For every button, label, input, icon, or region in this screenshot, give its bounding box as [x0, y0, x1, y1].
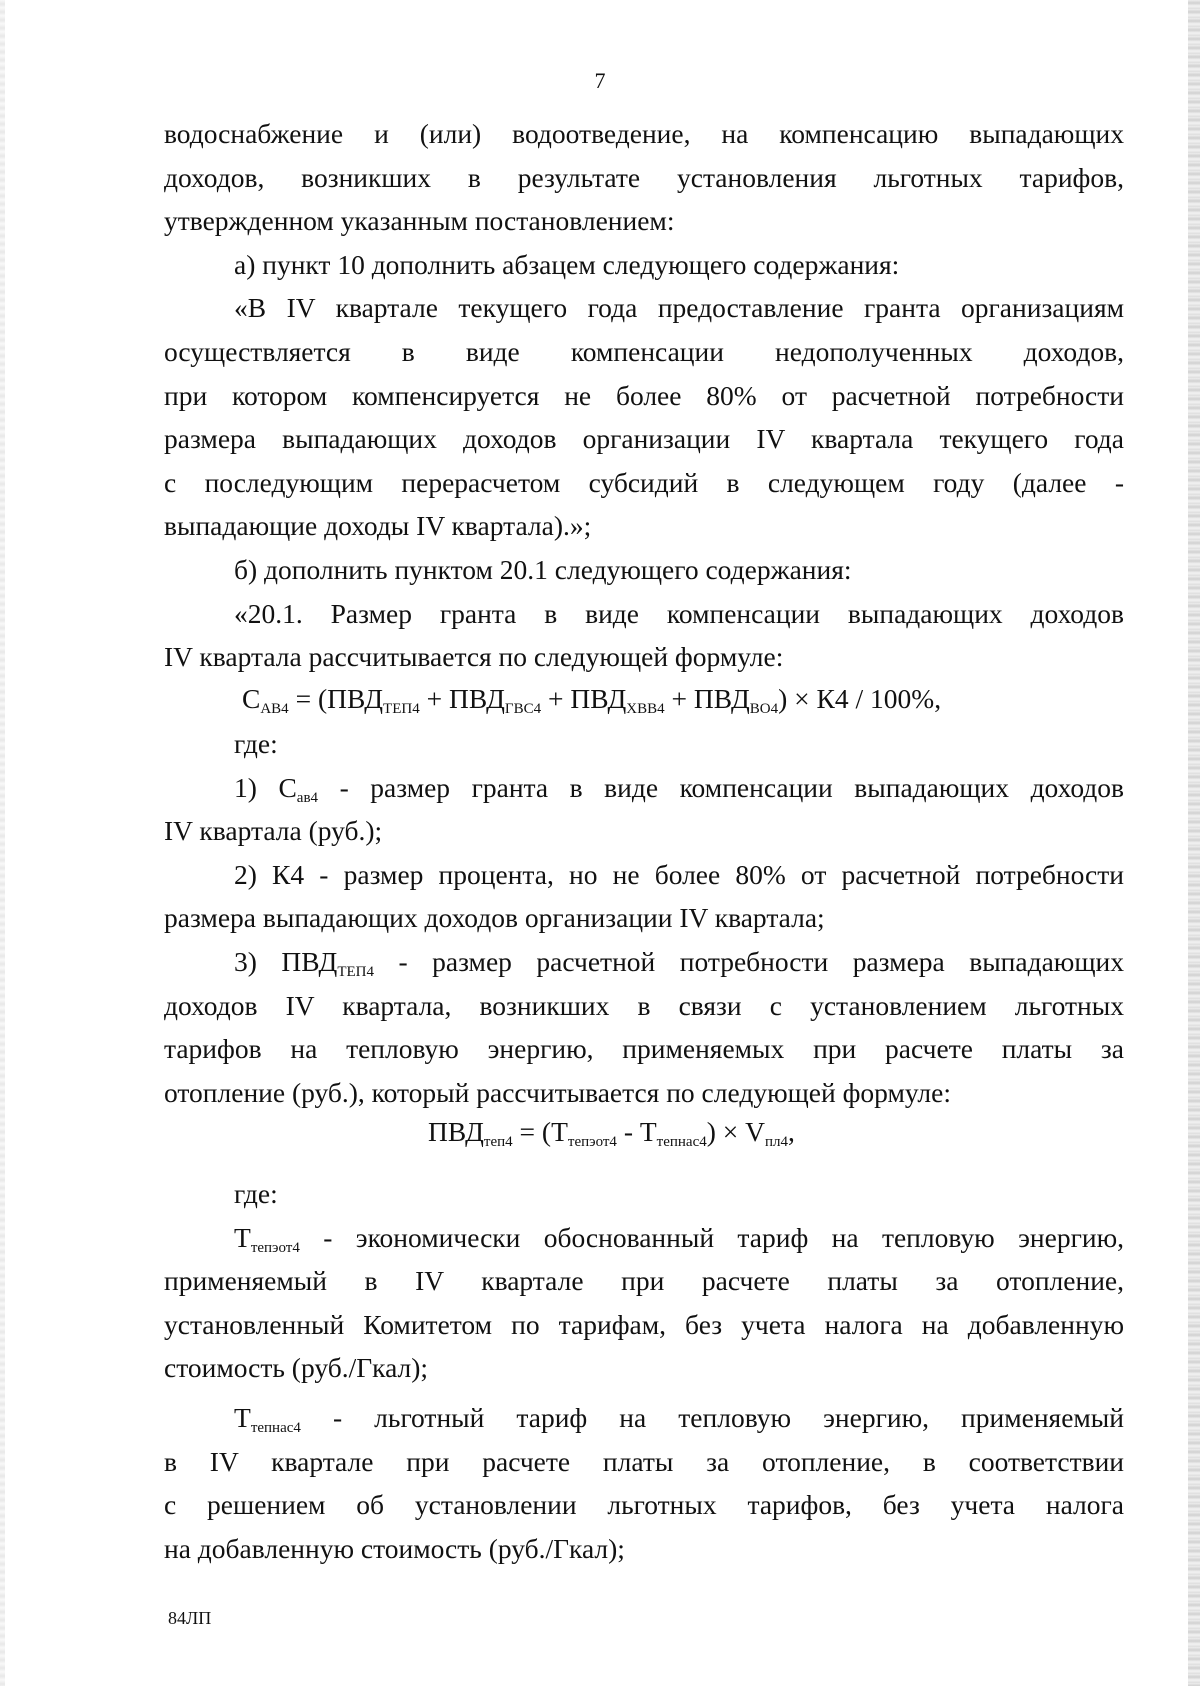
text-line: с решением об установлении льготных тарифов, без учета налога [164, 1489, 1124, 1521]
text-line: на добавленную стоимость (руб./Гкал); [164, 1532, 625, 1564]
scan-edge-left [0, 0, 5, 1686]
paragraph-block-definitions [164, 722, 1124, 1114]
scan-edge-right [1188, 0, 1200, 1686]
page-number: 7 [594, 68, 606, 93]
text-line: при котором компенсируется не более 80% от расчетной потребности [164, 379, 1124, 411]
text-line: $Т_{тепэот4}$ - экономически обоснованный тариф на тепловую энергию, [234, 1221, 1124, 1256]
text-line: а) пункт 10 дополнить абзацем следующего содержания: [234, 248, 900, 280]
paragraph-block-tariffs [164, 1172, 1124, 1570]
text-line: стоимость (руб./Гкал); [164, 1352, 429, 1384]
text-line: тарифов на тепловую энергию, применяемых при расчете платы за [164, 1033, 1124, 1065]
text-line: $Т_{тепнас4}$ - льготный тариф на тепловую энергию, применяемый [234, 1401, 1124, 1436]
text-line: применяемый в IV квартале при расчете платы за отопление, [164, 1265, 1124, 1297]
text-line: утвержденном указанным постановлением: [164, 205, 675, 237]
text-line: где: [234, 728, 278, 759]
text-line: в IV квартале при расчете платы за отопление, в соответствии [164, 1445, 1124, 1477]
text-line: 3) $ПВД_{ТЕП4}$ - размер расчетной потребности размера выпадающих [234, 945, 1124, 980]
formula-grant-size: $С_{АВ4} = (ПВД_{ТЕП4} + ПВД_{ГВС4} + ПВД_{ХВВ4} + ПВД_{ВО4}) \times К4 / 100\%$, [242, 683, 942, 717]
text-line: выпадающие доходы IV квартала).»; [164, 510, 592, 542]
text-line: установленный Комитетом по тарифам, без учета налога на добавленную [164, 1308, 1124, 1340]
text-line: 1) $С_{ав4}$ - размер гранта в виде компенсации выпадающих доходов [234, 771, 1124, 806]
text-line: размера выпадающих доходов организации IV квартала текущего года [164, 423, 1124, 455]
text-line: доходов, возникших в результате установления льготных тарифов, [164, 161, 1124, 193]
footer-document-code: 84ЛП [168, 1608, 212, 1628]
text-line: «20.1. Размер гранта в виде компенсации выпадающих доходов [234, 597, 1124, 629]
text-line: доходов IV квартала, возникших в связи с установлением льготных [164, 989, 1124, 1021]
text-line: «В IV квартале текущего года предоставление гранта организациям [234, 292, 1124, 324]
text-line: IV квартала (руб.); [164, 815, 383, 847]
text-line: б) дополнить пунктом 20.1 следующего содержания: [234, 553, 852, 585]
text-line: осуществляется в виде компенсации недополученных доходов, [164, 335, 1124, 367]
text-line: с последующим перерасчетом субсидий в следующем году (далее - [164, 466, 1124, 498]
text-line: отопление (руб.), который рассчитывается по следующей формуле: [164, 1076, 951, 1108]
text-line: размера выпадающих доходов организации IV квартала; [164, 902, 825, 934]
formula-heat-shortfall: $ПВД_{теп4} = (Т_{тепэот4} - Т_{тепнас4}) \times V_{пл4}$, [428, 1116, 795, 1150]
text-line: IV квартала рассчитывается по следующей формуле: [164, 641, 784, 673]
paragraph-block-intro [164, 112, 1124, 679]
text-line: где: [234, 1178, 278, 1209]
text-line: 2) К4 - размер процента, но не более 80% от расчетной потребности [234, 858, 1124, 890]
text-line: водоснабжение и (или) водоотведение, на компенсацию выпадающих [164, 118, 1124, 149]
